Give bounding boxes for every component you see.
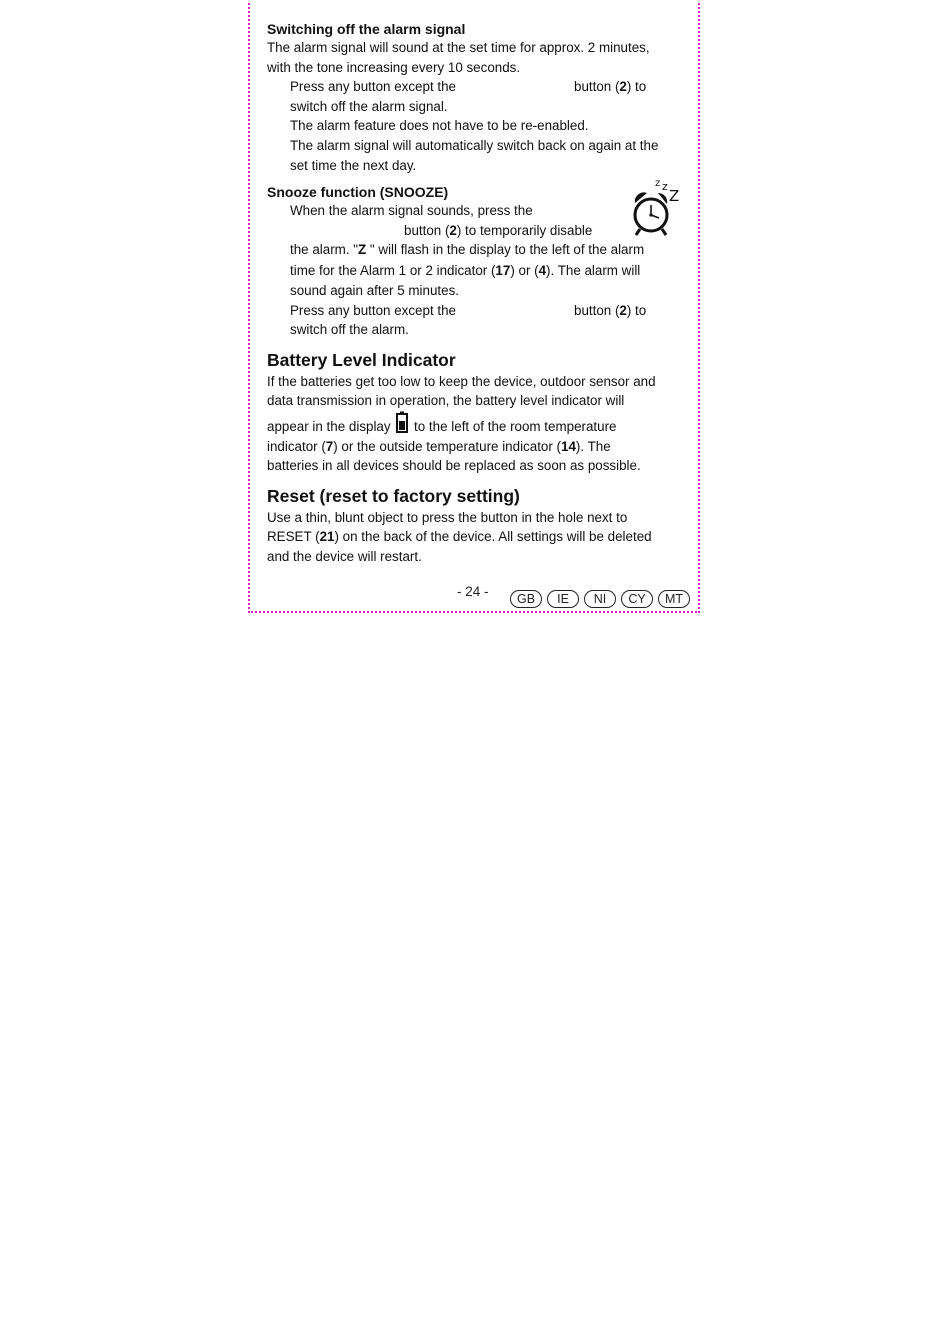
country-badge-mt: MT — [658, 590, 690, 608]
battery-line4-prefix: indicator ( — [267, 438, 326, 454]
snooze-line3-suffix: " will flash in the display to the left of the alarm — [366, 242, 645, 258]
battery-line2: data transmission in operation, the battery level indicator will — [267, 393, 625, 409]
reset-line2-suffix: ) on the back of the device. All settings will be deleted — [334, 529, 652, 545]
svg-text:z: z — [655, 178, 661, 189]
battery-line1: If the batteries get too low to keep the device, outdoor sensor and — [267, 373, 656, 389]
snooze-alarm1-ref: 17 — [495, 263, 511, 279]
snooze-button-number: 2 — [449, 222, 457, 238]
country-badge-ni: NI — [584, 590, 616, 608]
country-badges — [510, 590, 690, 608]
alarm-off-press-suffix: ) to — [626, 79, 647, 95]
reset-button-ref: 21 — [319, 529, 335, 545]
outside-temp-indicator-ref: 14 — [561, 438, 576, 454]
svg-text:Z: Z — [669, 187, 680, 205]
snooze-press-button-number: 2 — [619, 302, 627, 318]
snooze-press-prefix: Press any button except the — [290, 302, 456, 318]
battery-low-icon — [396, 411, 408, 433]
snooze-line2-suffix: ) to temporarily disable — [456, 222, 593, 238]
alarm-off-auto-line1: The alarm signal will automatically switch back on again at the — [290, 137, 659, 153]
snooze-button-word: button ( — [574, 302, 620, 318]
battery-line3-prefix: appear in the display — [267, 418, 391, 434]
battery-line4-mid: ) or the outside temperature indicator ( — [333, 438, 562, 454]
alarm-off-auto-line2: set time the next day. — [290, 157, 417, 173]
alarm-off-button-word: button ( — [574, 79, 620, 95]
alarm-off-button-number: 2 — [619, 79, 627, 95]
alarm-off-press-step — [290, 77, 679, 116]
snooze-step — [290, 201, 679, 300]
snooze-press-step — [290, 301, 679, 340]
manual-page-content — [267, 20, 679, 566]
battery-paragraph — [267, 372, 679, 476]
page-footer — [248, 583, 700, 607]
reset-heading: Reset (reset to factory setting) — [267, 485, 520, 506]
alarm-off-intro-line1: The alarm signal will sound at the set time for approx. 2 minutes, — [267, 40, 650, 55]
alarm-off-auto-step — [290, 136, 679, 175]
snoozing-alarm-clock-icon — [631, 177, 683, 239]
snooze-line4-mid: ) or ( — [510, 263, 539, 279]
battery-line5: batteries in all devices should be replaced as soon as possible. — [267, 458, 641, 474]
snooze-press-line2: switch off the alarm. — [290, 322, 409, 338]
snooze-line2-prefix: button ( — [404, 222, 450, 238]
alarm-off-press-prefix: Press any button except the — [290, 79, 456, 95]
snooze-press-suffix: ) to — [626, 302, 647, 318]
country-badge-ie: IE — [547, 590, 579, 608]
svg-text:z: z — [662, 180, 668, 193]
snooze-z-symbol: Z — [358, 242, 367, 258]
snooze-line5: sound again after 5 minutes. — [290, 282, 459, 298]
snooze-alarm2-ref: 4 — [538, 263, 547, 279]
page-number: - 24 - — [457, 584, 489, 599]
alarm-off-intro — [267, 38, 679, 77]
battery-heading: Battery Level Indicator — [267, 349, 456, 370]
country-badge-cy: CY — [621, 590, 653, 608]
snooze-line4-suffix: ). The alarm will — [546, 263, 641, 279]
reset-paragraph — [267, 508, 679, 567]
alarm-off-press-line2: switch off the alarm signal. — [290, 98, 448, 114]
room-temp-indicator-ref: 7 — [325, 438, 334, 454]
reset-line2-prefix: RESET ( — [267, 529, 320, 545]
snooze-heading: Snooze function (SNOOZE) — [267, 184, 449, 201]
snooze-line3-prefix: the alarm. " — [290, 242, 359, 258]
alarm-off-intro-line2: with the tone increasing every 10 seconds. — [267, 59, 521, 75]
alarm-off-heading: Switching off the alarm signal — [267, 21, 466, 37]
snooze-line4-prefix: time for the Alarm 1 or 2 indicator ( — [290, 263, 496, 279]
country-badge-gb: GB — [510, 590, 542, 608]
reset-line3: and the device will restart. — [267, 548, 422, 564]
battery-line3-suffix: to the left of the room temperature — [414, 418, 617, 434]
alarm-off-no-reenable: The alarm feature does not have to be re-enabled. — [290, 118, 589, 134]
battery-line4-suffix: ). The — [575, 438, 611, 454]
reset-line1: Use a thin, blunt object to press the button in the hole next to — [267, 509, 628, 525]
snooze-line1: When the alarm signal sounds, press the — [290, 203, 533, 219]
